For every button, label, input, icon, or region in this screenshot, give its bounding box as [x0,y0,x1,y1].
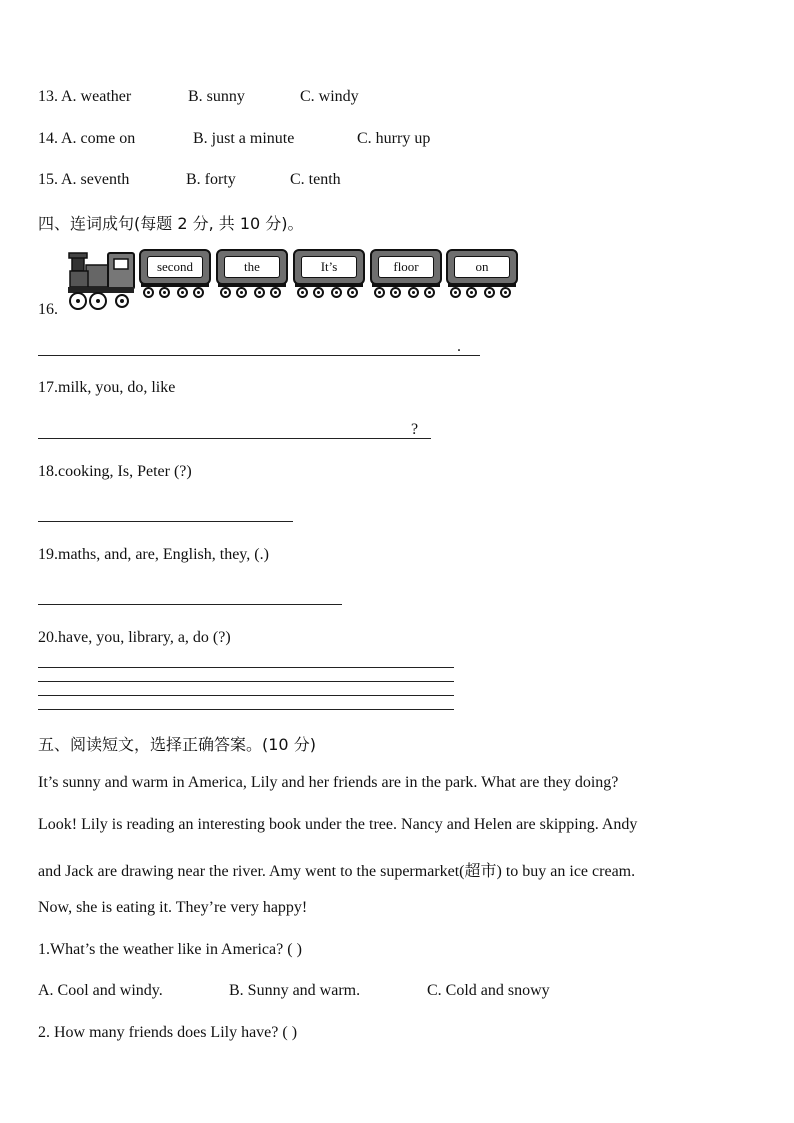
train-car-3 [293,249,365,297]
q15-number: 15. [38,171,58,188]
word-card: floor [378,256,434,278]
passage-line-3: and Jack are drawing near the river. Amy went to the supermarket(超市) to buy an ice cream. [38,863,636,880]
q15-option-a: A. seventh [61,171,130,188]
r1-question: 1.What’s the weather like in America? ( ) [38,941,302,958]
word-card: on [454,256,510,278]
q15-option-b: B. forty [186,171,236,188]
q14-number: 14. [38,130,58,147]
q17-prompt: 17.milk, you, do, like [38,379,176,396]
r1-option-c: C. Cold and snowy [427,982,550,999]
section4-title: 四、连词成句(每题 2 分, 共 10 分)。 [38,214,304,233]
train-car-2 [216,249,288,297]
q14-option-b: B. just a minute [193,130,295,147]
passage-line-4: Now, she is eating it. They’re very happy! [38,899,308,916]
r1-option-b: B. Sunny and warm. [229,982,361,999]
q20-answer-line-3[interactable] [38,695,454,696]
locomotive-icon [64,249,136,313]
q20-answer-line-4[interactable] [38,709,454,710]
q17-answer-line[interactable] [38,438,431,439]
q13-option-b: B. sunny [188,88,245,105]
q13-number: 13. [38,88,58,105]
word-card: second [147,256,203,278]
q20-prompt: 20.have, you, library, a, do (?) [38,629,231,646]
q13-option-a: A. weather [61,88,132,105]
q16-end-mark: . [457,338,461,355]
word-card: the [224,256,280,278]
q16-number: 16. [38,301,58,318]
train-car-1 [139,249,211,297]
passage-line-2: Look! Lily is reading an interesting book under the tree. Nancy and Helen are skipping. Andy [38,816,638,833]
passage-line-1: It’s sunny and warm in America, Lily and her friends are in the park. What are they doing? [38,774,619,791]
word-card: It’s [301,256,357,278]
r1-option-a: A. Cool and windy. [38,982,163,999]
q18-answer-line[interactable] [38,521,293,522]
q19-prompt: 19.maths, and, are, English, they, (.) [38,546,269,563]
r2-question: 2. How many friends does Lily have? ( ) [38,1024,298,1041]
train-car-5 [446,249,518,297]
q16-answer-line[interactable] [38,355,480,356]
q20-answer-line-2[interactable] [38,681,454,682]
q20-answer-line-1[interactable] [38,667,454,668]
q18-prompt: 18.cooking, Is, Peter (?) [38,463,192,480]
q15-option-c: C. tenth [290,171,341,188]
q19-answer-line[interactable] [38,604,342,605]
section5-title: 五、阅读短文，选择正确答案。(10 分) [38,735,316,754]
train-car-4 [370,249,442,297]
q13-option-c: C. windy [300,88,359,105]
q17-end-mark: ? [411,421,419,438]
q14-option-a: A. come on [61,130,136,147]
q14-option-c: C. hurry up [357,130,431,147]
